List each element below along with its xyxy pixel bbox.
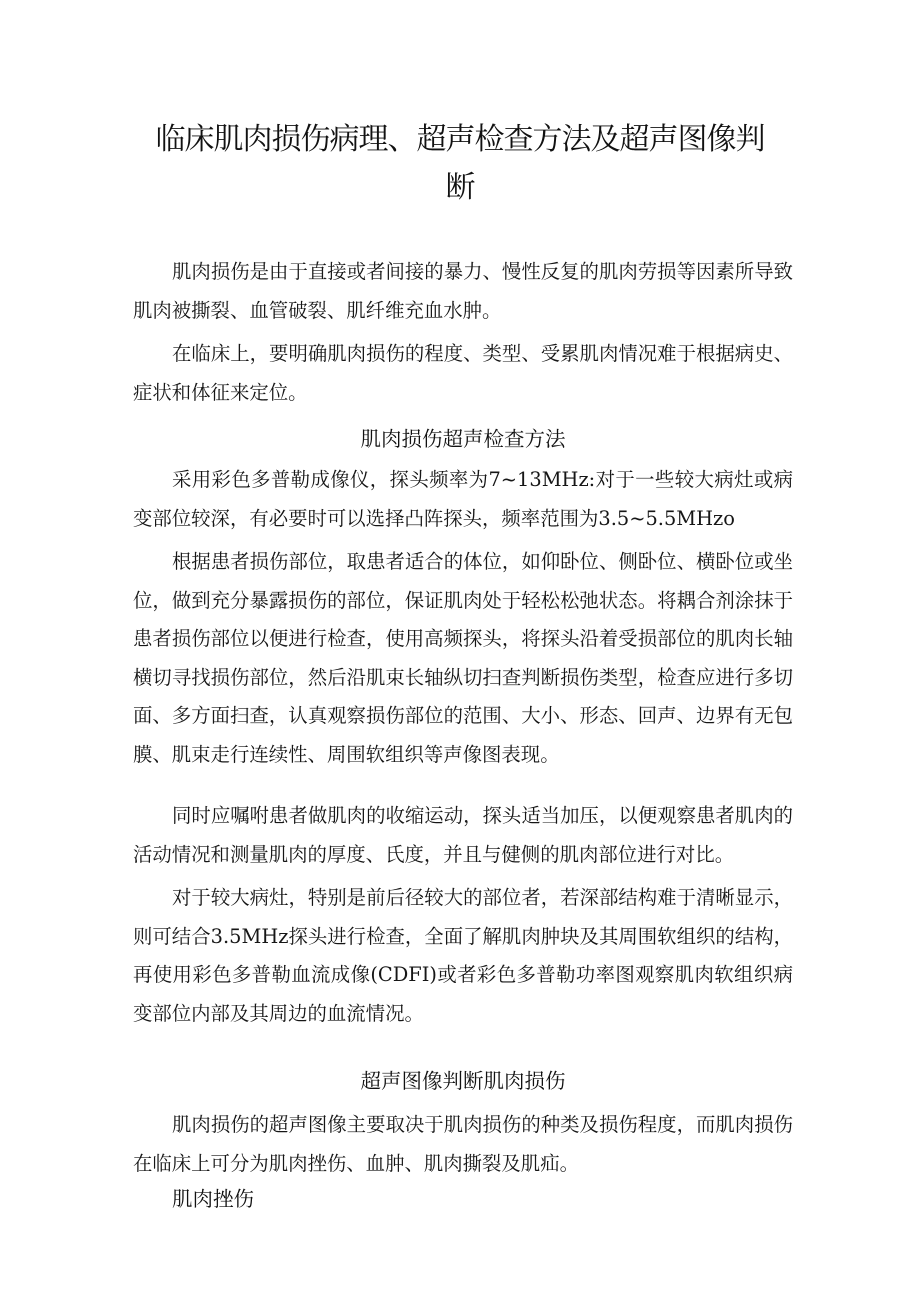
- method-paragraph-2: 根据患者损伤部位，取患者适合的体位，如仰卧位、侧卧位、横卧位或坐位，做到充分暴露损伤的部位，保证肌肉处于轻松松弛状态。将耦合剂涂抹于患者损伤部位以便进行检查，使用高频探头，将探头沿着受损部位的肌肉长轴横切寻找损伤部位，然后沿肌束长轴纵切扫查判断损伤类型，检查应进行多切面、多方面扫查，认真观察损伤部位的范围、大小、形态、回声、边界有无包膜、肌束走行连续性、周围软组织等声像图表现。: [133, 550, 793, 766]
- method-paragraph-4: 对于较大病灶，特别是前后径较大的部位者，若深部结构难于清晰显示，则可结合3.5MHz探头进行检查，全面了解肌肉肿块及其周围软组织的结构，再使用彩色多普勒血流成像(CDFI)或者彩色多普勒功率图观察肌肉软组织病变部位内部及其周边的血流情况。: [133, 886, 793, 1025]
- document-title: 临床肌肉损伤病理、超声检查方法及超声图像判断: [155, 122, 765, 205]
- method-paragraph-3: 同时应嘱咐患者做肌肉的收缩运动，探头适当加压，以便观察患者肌肉的活动情况和测量肌肉的厚度、氏度，并且与健侧的肌肉部位进行对比。: [133, 804, 793, 866]
- section-heading-method: 肌肉损伤超声检查方法: [360, 427, 566, 451]
- intro-paragraph-2: 在临床上，要明确肌肉损伤的程度、类型、受累肌肉情况难于根据病史、症状和体征来定位。: [133, 342, 793, 404]
- subheading-muscle-contusion: 肌肉挫伤: [172, 1187, 254, 1211]
- section-heading-judgment: 超声图像判断肌肉损伤: [360, 1069, 566, 1093]
- method-paragraph-1: 采用彩色多普勒成像仪，探头频率为7~13MHz:对于一些较大病灶或病变部位较深，有必要时可以选择凸阵探头，频率范围为3.5~5.5MHzo: [133, 468, 793, 530]
- intro-paragraph-1: 肌肉损伤是由于直接或者间接的暴力、慢性反复的肌肉劳损等因素所导致肌肉被撕裂、血管破裂、肌纤维充血水肿。: [133, 260, 793, 322]
- judgment-paragraph-1: 肌肉损伤的超声图像主要取决于肌肉损伤的种类及损伤程度，而肌肉损伤在临床上可分为肌肉挫伤、血肿、肌肉撕裂及肌疝。: [133, 1113, 793, 1175]
